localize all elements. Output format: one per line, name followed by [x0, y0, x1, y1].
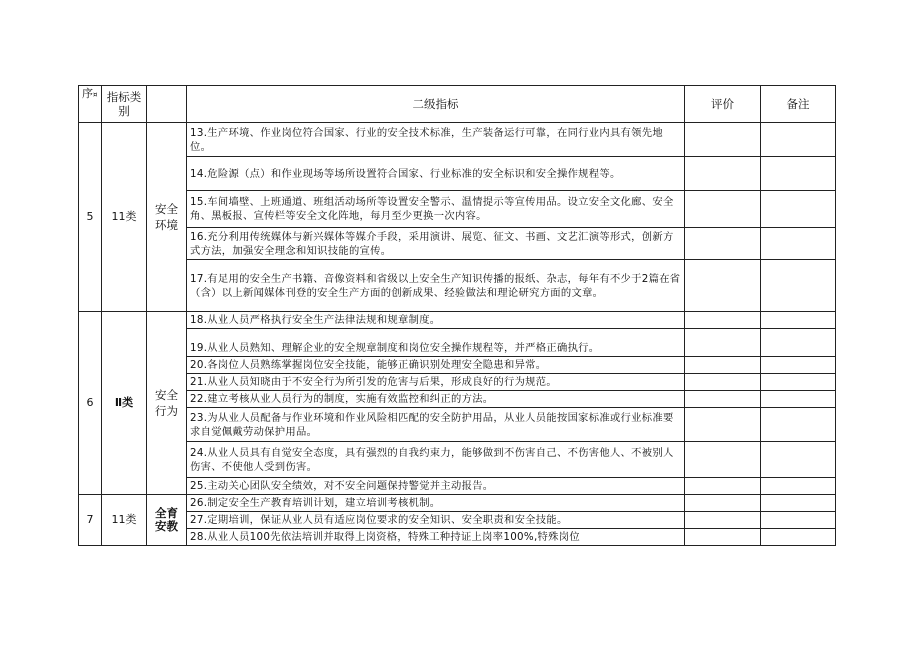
evaluation-table — [78, 85, 836, 546]
item-18: 18.从业人员严格执行安全生产法律法规和规章制度。 — [187, 312, 685, 329]
item-20: 20.各岗位人员熟练掌握岗位安全技能，能够正确识别处理安全隐患和异常。 — [187, 357, 685, 374]
item-21-evaluation[interactable] — [685, 374, 761, 391]
table-row — [79, 512, 836, 529]
item-27: 27.定期培训，保证从业人员有适应岗位要求的安全知识、安全职责和安全技能。 — [187, 512, 685, 529]
item-27-remark[interactable] — [761, 512, 836, 529]
table-row — [79, 312, 836, 329]
table-row — [79, 391, 836, 408]
header-seq-text: 序 — [82, 87, 93, 100]
item-17: 17.有足用的安全生产书籍、音像资料和省级以上安全生产知识传播的报纸、杂志，每年有不少于2篇在省（含）以上新闻媒体刊登的安全生产方面的创新成果、经验做法和理论研究方面的文章。 — [187, 260, 685, 312]
group-7-class: 11类 — [102, 495, 147, 546]
item-22-remark[interactable] — [761, 391, 836, 408]
header-category-sub — [147, 86, 187, 123]
item-14-remark[interactable] — [761, 157, 836, 191]
table-row — [79, 157, 836, 191]
header-remark: 备注 — [761, 86, 836, 123]
group-7-subcategory: 全育安教 — [147, 495, 187, 546]
item-16-remark[interactable] — [761, 228, 836, 260]
table-row — [79, 329, 836, 357]
table-row — [79, 228, 836, 260]
item-21: 21.从业人员知晓由于不安全行为所引发的危害与后果，形成良好的行为规范。 — [187, 374, 685, 391]
group-6-class: Ⅱ类 — [102, 312, 147, 495]
group-5-seq: 5 — [79, 123, 102, 312]
item-28-evaluation[interactable] — [685, 529, 761, 546]
header-category: 指标类别 — [102, 86, 147, 123]
item-25-remark[interactable] — [761, 478, 836, 495]
item-24: 24.从业人员具有自觉安全态度，具有强烈的自我约束力，能够做到不伤害自己、不伤害他人、不被别人伤害、不使他人受到伤害。 — [187, 442, 685, 478]
item-22-evaluation[interactable] — [685, 391, 761, 408]
item-28: 28.从业人员100先依法培训并取得上岗资格，特殊工种持证上岗率100%,特殊岗位 — [187, 529, 685, 546]
item-28-remark[interactable] — [761, 529, 836, 546]
item-23-evaluation[interactable] — [685, 408, 761, 442]
item-17-evaluation[interactable] — [685, 260, 761, 312]
header-evaluation: 评价 — [685, 86, 761, 123]
item-16-evaluation[interactable] — [685, 228, 761, 260]
table-row — [79, 408, 836, 442]
table-row — [79, 478, 836, 495]
group-6-subcategory: 安全行为 — [147, 312, 187, 495]
group-6-seq: 6 — [79, 312, 102, 495]
item-23-remark[interactable] — [761, 408, 836, 442]
item-26: 26.制定安全生产教育培训计划，建立培训考核机制。 — [187, 495, 685, 512]
item-22: 22.建立考核从业人员行为的制度，实施有效监控和纠正的方法。 — [187, 391, 685, 408]
header-row — [79, 86, 836, 123]
header-seq-mark: ¤ — [93, 91, 98, 99]
table-row — [79, 442, 836, 478]
item-19: 19.从业人员熟知、理解企业的安全规章制度和岗位安全操作规程等，并严格正确执行。 — [187, 329, 685, 357]
header-secondary: 二级指标 — [187, 86, 685, 123]
table-row — [79, 191, 836, 228]
item-18-evaluation[interactable] — [685, 312, 761, 329]
item-26-remark[interactable] — [761, 495, 836, 512]
item-14-evaluation[interactable] — [685, 157, 761, 191]
group-5-class: 11类 — [102, 123, 147, 312]
table-row — [79, 357, 836, 374]
item-23: 23.为从业人员配备与作业环境和作业风险相匹配的安全防护用品，从业人员能按国家标准或行业标准要求自觉佩戴劳动保护用品。 — [187, 408, 685, 442]
item-19-remark[interactable] — [761, 329, 836, 357]
table-row — [79, 529, 836, 546]
evaluation-table-sheet — [78, 85, 836, 546]
item-27-evaluation[interactable] — [685, 512, 761, 529]
item-25: 25.主动关心团队安全绩效，对不安全问题保持警觉并主动报告。 — [187, 478, 685, 495]
item-15-remark[interactable] — [761, 191, 836, 228]
item-26-evaluation[interactable] — [685, 495, 761, 512]
group-7-seq: 7 — [79, 495, 102, 546]
item-24-remark[interactable] — [761, 442, 836, 478]
table-row — [79, 123, 836, 157]
item-24-evaluation[interactable] — [685, 442, 761, 478]
table-row — [79, 260, 836, 312]
item-19-evaluation[interactable] — [685, 329, 761, 357]
item-21-remark[interactable] — [761, 374, 836, 391]
table-row — [79, 374, 836, 391]
item-14: 14.危险源（点）和作业现场等场所设置符合国家、行业标准的安全标识和安全操作规程等。 — [187, 157, 685, 191]
item-20-remark[interactable] — [761, 357, 836, 374]
item-16: 16.充分利用传统媒体与新兴媒体等媒介手段，采用演讲、展览、征文、书画、文艺汇演等形式，创新方式方法，加强安全理念和知识技能的宣传。 — [187, 228, 685, 260]
item-17-remark[interactable] — [761, 260, 836, 312]
header-seq — [79, 86, 102, 123]
item-20-evaluation[interactable] — [685, 357, 761, 374]
table-row — [79, 495, 836, 512]
item-15: 15.车间墙壁、上班通道、班组活动场所等设置安全警示、温情提示等宣传用品。设立安全文化廊、安全角、黑板报、宣传栏等安全文化阵地，每月至少更换一次内容。 — [187, 191, 685, 228]
item-18-remark[interactable] — [761, 312, 836, 329]
item-13-remark[interactable] — [761, 123, 836, 157]
item-13-evaluation[interactable] — [685, 123, 761, 157]
group-5-subcategory: 安全环境 — [147, 123, 187, 312]
item-25-evaluation[interactable] — [685, 478, 761, 495]
item-15-evaluation[interactable] — [685, 191, 761, 228]
item-13: 13.生产环境、作业岗位符合国家、行业的安全技术标准，生产装备运行可靠，在同行业内具有领先地位。 — [187, 123, 685, 157]
